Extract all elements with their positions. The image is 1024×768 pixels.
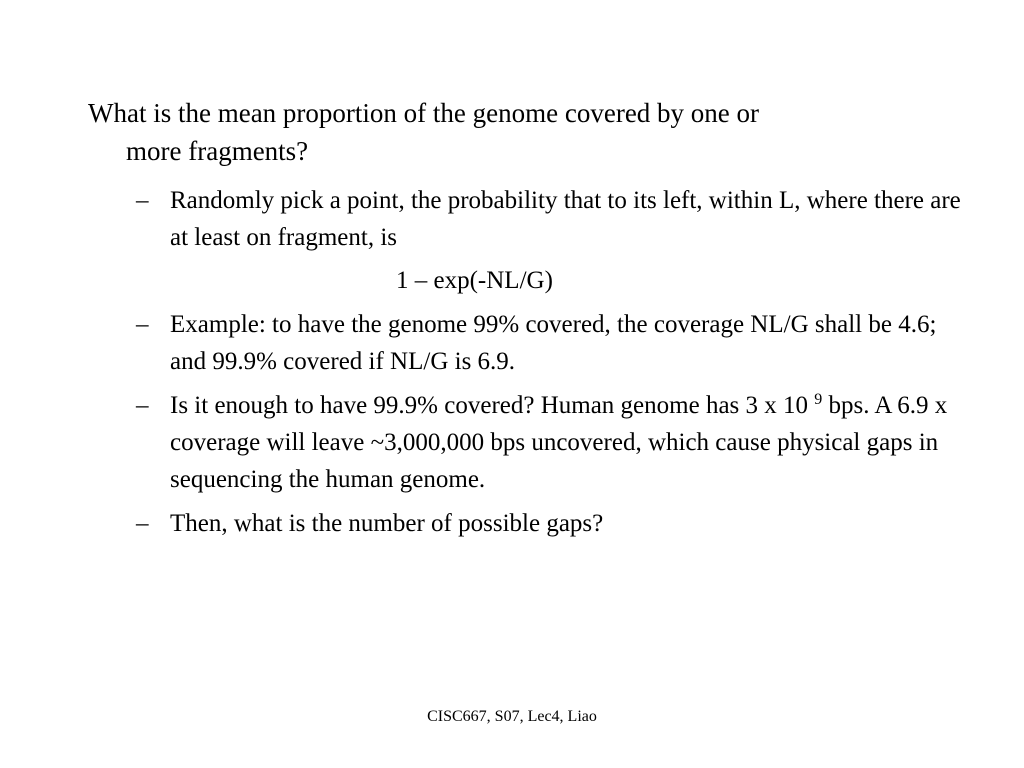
dash-marker: – [136,311,149,338]
sub-bullet-text: Example: to have the genome 99% covered, the coverage NL/G shall be 4.6; and 99.9% covered if NL/G is 6.9. [170,311,937,375]
main-bullet [88,94,968,170]
main-bullet-line2: more fragments? [126,136,309,166]
sub-bullet-human-genome [132,387,962,498]
dash-marker: – [136,187,149,214]
slide-footer [0,708,1024,726]
superscript: 9 [814,391,823,408]
sub-bullet-example [132,306,962,380]
dash-marker: – [136,510,149,537]
sub-bullet-list [132,182,962,549]
sub-bullet-gaps [132,505,962,542]
sub-bullet-text: Randomly pick a point, the probability that to its left, within L, where there are at least on fragment, is [170,187,961,251]
footer-text: CISC667, S07, Lec4, Liao [427,708,597,725]
sub-bullet-text-before: Is it enough to have 99.9% covered? Human genome has 3 x 10 [170,392,815,419]
sub-bullet-text: Then, what is the number of possible gaps? [170,510,604,537]
sub-bullet-text-after: bps. A 6.9 x coverage will leave ~3,000,000 bps uncovered, which cause physical gaps in sequencing the human genome. [170,392,948,493]
dash-marker: – [136,392,149,419]
formula: 1 – exp(-NL/G) [396,267,553,294]
main-bullet-line1: What is the mean proportion of the genome covered by one or [88,98,760,128]
sub-bullet-probability [132,182,962,299]
